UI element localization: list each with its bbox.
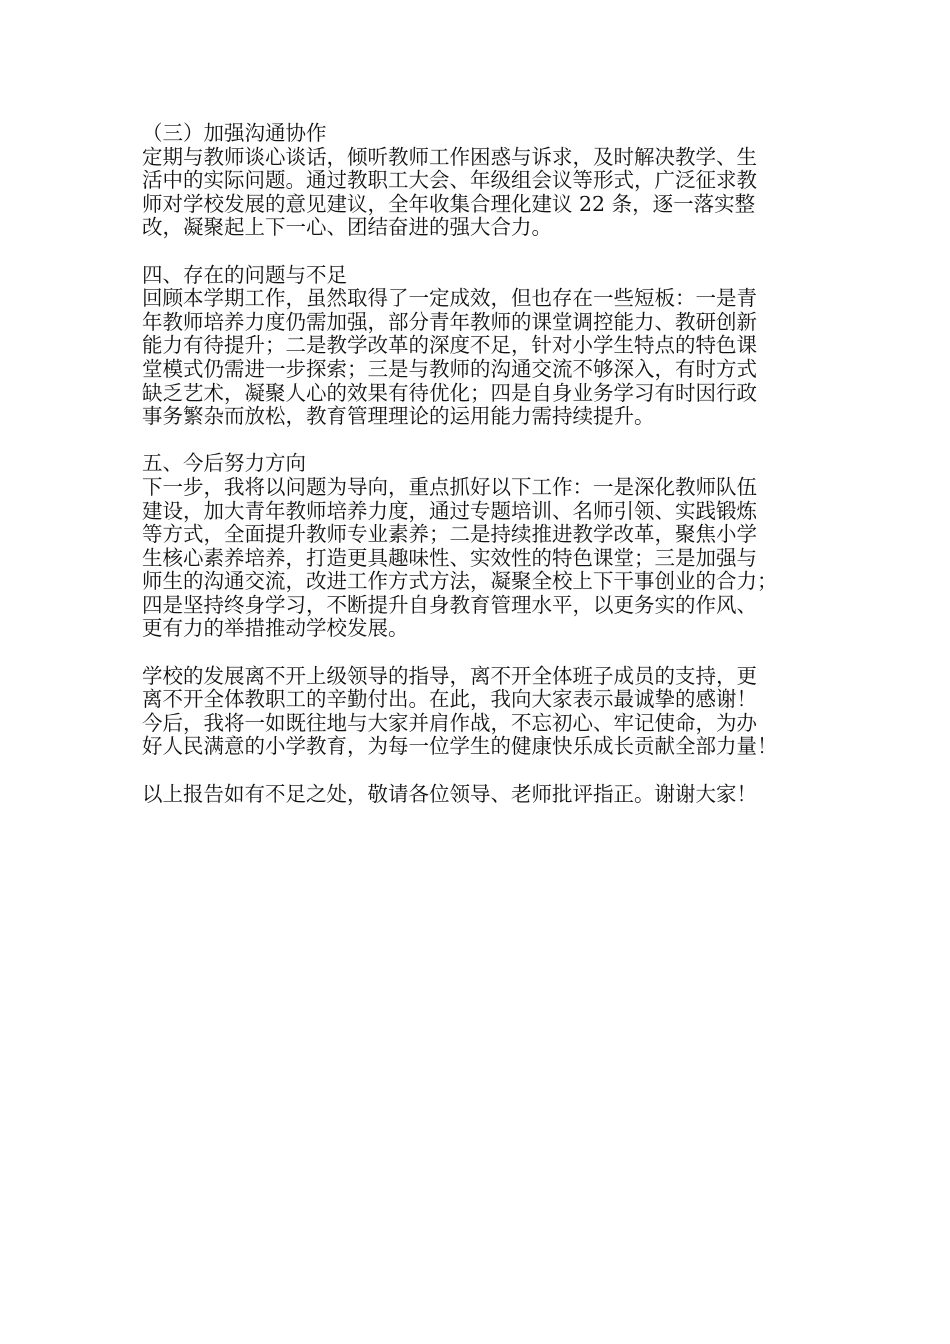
paragraph-spacer xyxy=(142,759,832,783)
paragraph-line: 回顾本学期工作，虽然取得了一定成效，但也存在一些短板：一是青 xyxy=(142,286,757,311)
paragraph-line: 能力有待提升；二是教学改革的深度不足，针对小学生特点的特色课 xyxy=(142,333,757,358)
paragraph-line: 更有力的举措推动学校发展。 xyxy=(142,616,409,641)
section-heading: 五、今后努力方向 xyxy=(142,451,306,476)
paragraph-line: 今后，我将一如既往地与大家并肩作战，不忘初心、牢记使命，为办 xyxy=(142,710,757,735)
paragraph-line: 师对学校发展的意见建议，全年收集合理化建议 22 条，逐一落实整 xyxy=(142,191,756,216)
paragraph-line: 学校的发展离不开上级领导的指导，离不开全体班子成员的支持，更 xyxy=(142,663,757,688)
paragraph-line: 改，凝聚起上下一心、团结奋进的强大合力。 xyxy=(142,215,552,240)
paragraph-line: 等方式，全面提升教师专业素养；二是持续推进教学改革，聚焦小学 xyxy=(142,522,757,547)
paragraph-line: 四是坚持终身学习，不断提升自身教育管理水平，以更务实的作风、 xyxy=(142,592,757,617)
paragraph-line: 好人民满意的小学教育，为每一位学生的健康快乐成长贡献全部力量！ xyxy=(142,734,778,759)
paragraph-line: 堂模式仍需进一步探索；三是与教师的沟通交流不够深入，有时方式 xyxy=(142,356,757,381)
section-heading: （三）加强沟通协作 xyxy=(142,121,327,145)
paragraph-line: 离不开全体教职工的辛勤付出。在此，我向大家表示最诚挚的感谢！ xyxy=(142,687,757,712)
paragraph-spacer xyxy=(142,429,832,453)
paragraph-line: 生核心素养培养，打造更具趣味性、实效性的特色课堂；三是加强与 xyxy=(142,545,757,570)
document-body xyxy=(142,122,832,806)
paragraph-line: 缺乏艺术，凝聚人心的效果有待优化；四是自身业务学习有时因行政 xyxy=(142,380,757,405)
paragraph-line: 定期与教师谈心谈话，倾听教师工作困惑与诉求，及时解决教学、生 xyxy=(142,144,757,169)
paragraph-line: 师生的沟通交流，改进工作方式方法，凝聚全校上下干事创业的合力； xyxy=(142,569,778,594)
paragraph-spacer xyxy=(142,641,832,665)
section-heading: 四、存在的问题与不足 xyxy=(142,262,347,287)
paragraph-line: 事务繁杂而放松，教育管理理论的运用能力需持续提升。 xyxy=(142,404,655,429)
paragraph-spacer xyxy=(142,240,832,264)
paragraph-line: 年教师培养力度仍需加强，部分青年教师的课堂调控能力、教研创新 xyxy=(142,309,757,334)
closing-remark: 以上报告如有不足之处，敬请各位领导、老师批评指正。谢谢大家！ xyxy=(142,781,757,806)
paragraph-line: 下一步，我将以问题为导向，重点抓好以下工作：一是深化教师队伍 xyxy=(142,474,757,499)
paragraph-line: 建设，加大青年教师培养力度，通过专题培训、名师引领、实践锻炼 xyxy=(142,498,757,523)
paragraph-line: 活中的实际问题。通过教职工大会、年级组会议等形式，广泛征求教 xyxy=(142,168,757,193)
